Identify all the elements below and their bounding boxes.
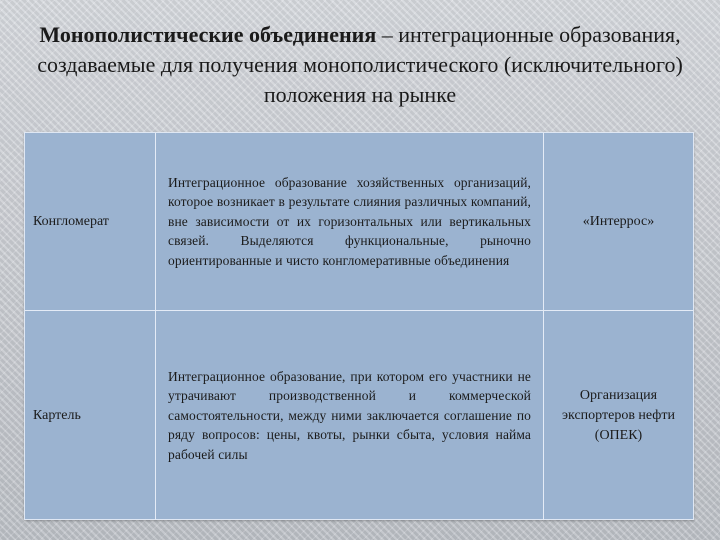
- title-term: Монополистические объединения: [39, 22, 377, 47]
- example-cell: [544, 133, 693, 310]
- example-cell: [544, 311, 693, 520]
- title-definition: – интеграционные образования, создаваемые для получения монополистического (исключительного) положения на рынке: [37, 22, 683, 107]
- term-label: Картель: [33, 407, 81, 423]
- comparison-table: [24, 132, 694, 520]
- example-text: «Интеррос»: [582, 213, 655, 229]
- definition-text: Интеграционное образование, при котором его участники не утрачивают производственной и коммерческой самостоятельности, между ними заключается соглашение по ряду вопросов: цены, квоты, рынки сбыта, условия найма рабочей силы: [168, 368, 531, 462]
- term-label: Конгломерат: [33, 213, 109, 229]
- table-row: [25, 133, 693, 311]
- table-row: [25, 311, 693, 520]
- term-cell: [25, 133, 156, 310]
- example-text: Организация экспортеров нефти (ОПЕК): [562, 387, 675, 443]
- slide-title: [18, 20, 702, 110]
- definition-text: Интеграционное образование хозяйственных организаций, которое возникает в результате слияния различных компаний, вне зависимости от их горизонтальных или вертикальных связей. Выделяются функциональные, рыночно ориентированные и чисто конгломеративные объединения: [168, 174, 531, 268]
- definition-cell: [156, 311, 544, 520]
- term-cell: [25, 311, 156, 520]
- definition-cell: [156, 133, 544, 310]
